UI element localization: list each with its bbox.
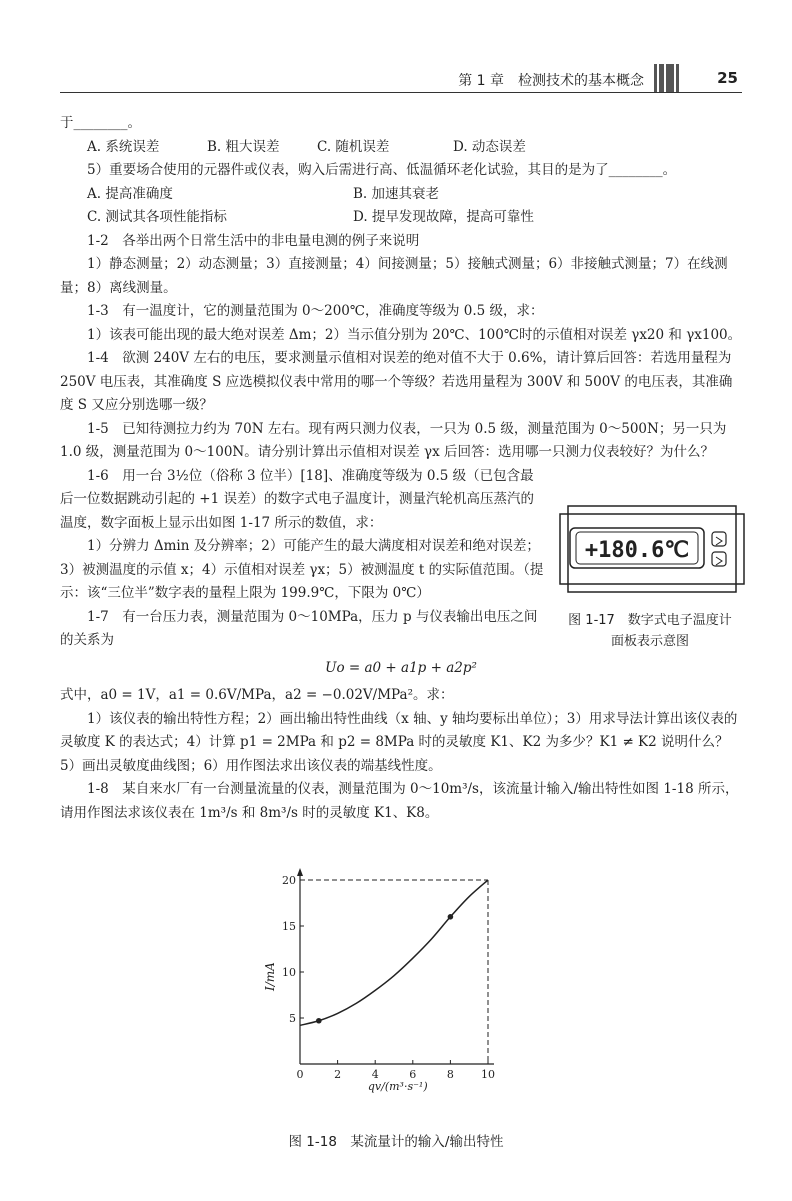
line-continuation: 于________。: [60, 115, 141, 131]
y-axis-arrow: [297, 868, 303, 876]
q5-options-row2: [60, 206, 742, 230]
option: A. 提高准确度: [87, 185, 173, 202]
chart-ticks: [282, 874, 495, 1081]
y-axis-label: I/mA: [263, 962, 277, 992]
option: C. 随机误差: [317, 138, 390, 155]
flowmeter-chart: [240, 866, 540, 1096]
y-tick-label: 15: [282, 920, 296, 933]
header-decoration: [654, 64, 682, 92]
x-tick-label: 4: [371, 1068, 379, 1081]
problem-1-6: 1-6 用一台 3½位（俗称 3 位半）[18]、准确度等级为 0.5 级（已包含最后一位数据跳动引起的 +1 误差）的数字式电子温度计，测量汽轮机高压蒸汽的温度，数字面板上显示出如图 1-17 所示的数值，求：: [60, 467, 534, 531]
problem-1-2-body: 1）静态测量；2）动态测量；3）直接测量；4）间接测量；5）接触式测量；6）非接触式测量；7）在线测量；8）离线测量。: [60, 256, 728, 296]
figure-1-18-caption: 图 1-18 某流量计的输入/输出特性: [288, 1134, 504, 1150]
problem-1-3-title: 1-3 有一温度计，它的测量范围为 0～200℃，准确度等级为 0.5 级，求：: [87, 303, 544, 319]
chart-axes: [297, 868, 494, 1064]
option: D. 提早发现故障，提高可靠性: [353, 209, 534, 225]
formula: Uo = a0 + a1p + a2p²: [325, 659, 477, 676]
thermometer-panel-illustration: [552, 500, 748, 600]
characteristic-curve: [300, 880, 488, 1025]
problem-1-2-title: 1-2 各举出两个日常生活中的非电量电测的例子来说明: [87, 232, 420, 249]
problem-1-7: 1-7 有一台压力表，测量范围为 0～10MPa，压力 p 与仪表输出电压之间的关系为: [60, 608, 538, 648]
option: B. 加速其衰老: [353, 185, 440, 202]
problem-1-6-questions: 1）分辨力 Δmin 及分辨率；2）可能产生的最大满度相对误差和绝对误差；3）被测温度的示值 x；4）示值相对误差 γx；5）被测温度 t 的实际值范围。（提示：该“三位半”数字表的量程上限为 199.9℃，下限为 0℃）: [60, 538, 544, 601]
x-tick-label: 2: [334, 1068, 342, 1081]
page-body: [60, 112, 742, 825]
x-axis-label: qv/(m³·s⁻¹): [367, 1080, 428, 1093]
panel-display-value: +180.6℃: [584, 538, 690, 563]
x-tick-label: 8: [446, 1068, 454, 1081]
wrapped-column: [60, 465, 546, 653]
option: D. 动态误差: [453, 138, 526, 155]
q5-options-row1: [60, 183, 742, 207]
option: A. 系统误差: [87, 138, 160, 155]
chapter-title: 第 1 章 检测技术的基本概念: [458, 73, 644, 89]
page-header: [60, 64, 742, 93]
problem-1-7-where: 式中，a0 = 1V，a1 = 0.6V/MPa，a2 = −0.02V/MPa²。求：: [60, 687, 454, 703]
y-tick-label: 5: [289, 1012, 296, 1025]
page-number: 25: [717, 69, 738, 87]
y-tick-label: 20: [282, 874, 296, 887]
problem-1-8: 1-8 某自来水厂有一台测量流量的仪表，测量范围为 0～10m³/s，该流量计输入/输出特性如图 1-18 所示，请用作图法求该仪表在 1m³/s 和 8m³/s 时的灵敏度 K1、K8。: [60, 781, 739, 821]
x-tick-label: 6: [409, 1068, 417, 1081]
x-tick-label: 0: [296, 1068, 304, 1081]
x-tick-label: 10: [481, 1068, 495, 1081]
figure-1-18-chart: [240, 866, 540, 1096]
marked-point: [316, 1018, 322, 1024]
problem-1-4: 1-4 欲测 240V 左右的电压，要求测量示值相对误差的绝对值不大于 0.6%，请计算后回答：若选用量程为 250V 电压表，其准确度 S 应选模拟仪表中常用的哪一个等级？若选用量程为 300V 和 500V 的电压表，其准确度 S 又应分别选哪一级？: [60, 350, 733, 413]
chart-series: [300, 880, 488, 1025]
problem-1-5: 1-5 已知待测拉力约为 70N 左右。现有两只测力仪表，一只为 0.5 级，测量范围为 0～500N；另一只为 1.0 级，测量范围为 0～100N。请分别计算出示值相对误差 γx 后回答：选用哪一只测力仪表较好？为什么？: [60, 420, 727, 460]
question-5: 5）重要场合使用的元器件或仪表，购入后需进行高、低温循环老化试验，其目的是为了________。: [87, 162, 677, 178]
figure-1-17: [552, 500, 748, 652]
marked-point: [448, 914, 454, 920]
figure-1-17-caption-line2: 面板表示意图: [610, 634, 689, 649]
figure-1-17-caption-line1: 图 1-17 数字式电子温度计: [568, 613, 732, 628]
problem-1-7-body: 1）该仪表的输出特性方程；2）画出输出特性曲线（x 轴、y 轴均要标出单位）；3）用求导法计算出该仪表的灵敏度 K 的表达式；4）计算 p1 = 2MPa 和 p2 = 8MPa 时的灵敏度 K1、K2 为多少？K1 ≠ K2 说明什么？5）画出灵敏度曲线图；6）用作图法求出该仪表的端基线性度。: [60, 710, 738, 774]
option: B. 粗大误差: [207, 138, 280, 155]
q4-options: [60, 136, 742, 160]
y-tick-label: 10: [282, 966, 296, 979]
problem-1-3-body: 1）该表可能出现的最大绝对误差 Δm；2）当示值分别为 20℃、100℃时的示值相对误差 γx20 和 γx100。: [87, 326, 742, 343]
option: C. 测试其各项性能指标: [87, 209, 227, 225]
